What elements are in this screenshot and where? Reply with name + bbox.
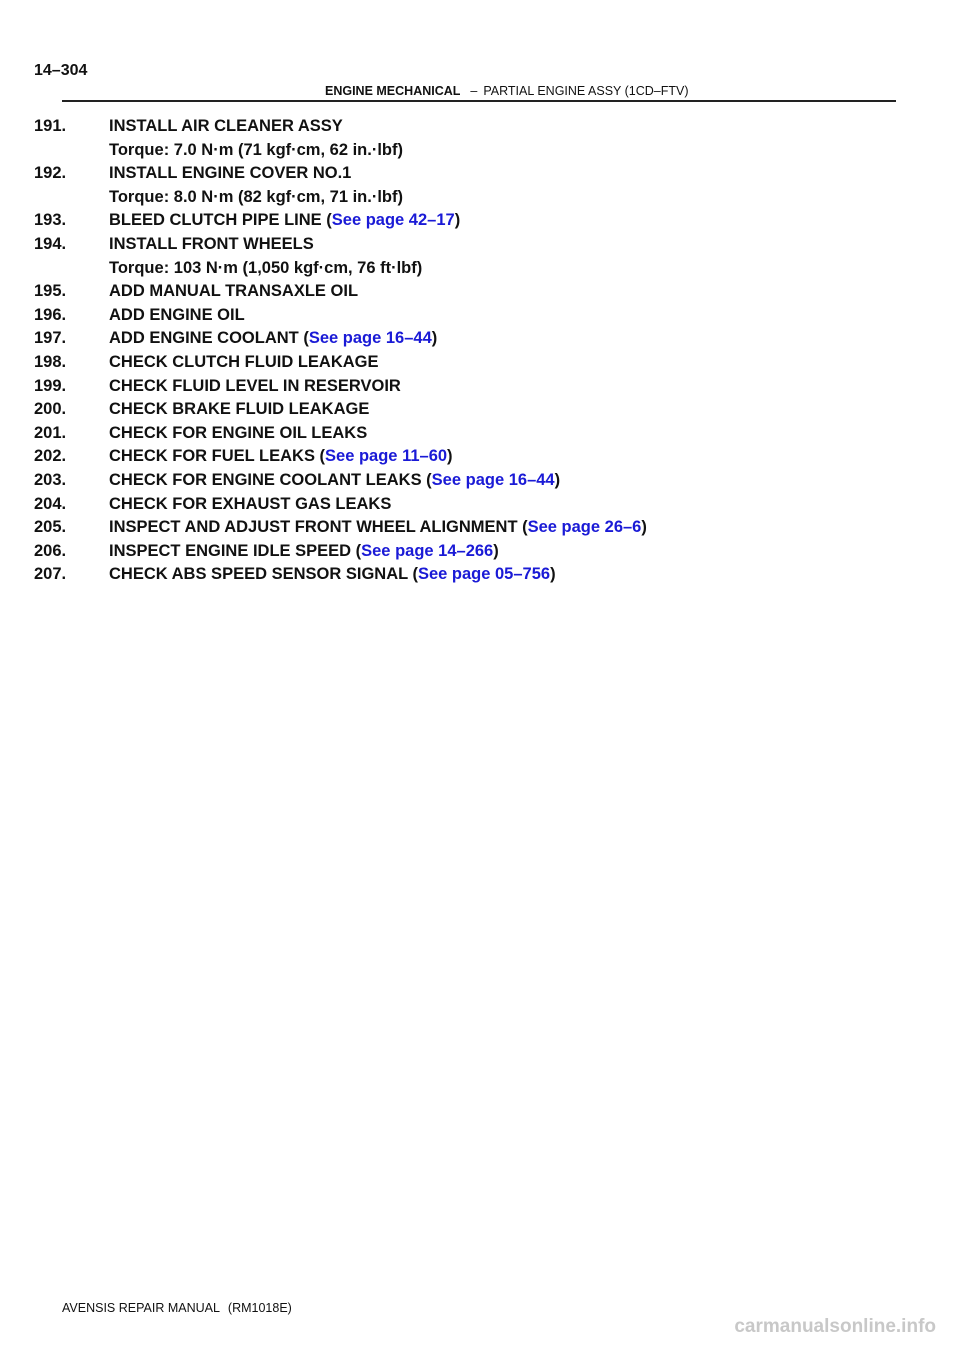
procedure-step (34, 233, 914, 257)
step-number: 192. (34, 164, 67, 183)
procedure-step (34, 327, 914, 351)
step-body (109, 327, 914, 351)
step-text-close: ) (550, 565, 556, 584)
procedure-step (34, 304, 914, 328)
step-text-close: ) (493, 541, 499, 560)
torque-spec: Torque: 7.0 N·m (71 kgf·cm, 62 in.·lbf) (109, 140, 403, 159)
procedure-step (34, 115, 914, 139)
torque-spec: Torque: 8.0 N·m (82 kgf·cm, 71 in.·lbf) (109, 187, 403, 206)
step-text: CHECK CLUTCH FLUID LEAKAGE (109, 352, 379, 371)
step-body (109, 209, 914, 233)
step-text: ADD MANUAL TRANSAXLE OIL (109, 282, 359, 301)
step-number: 203. (34, 470, 67, 489)
procedure-step (34, 398, 914, 422)
step-number: 199. (34, 376, 67, 395)
step-body (109, 304, 914, 328)
step-body (109, 422, 914, 446)
page-reference-link[interactable]: See page 14–266 (361, 541, 494, 560)
step-text: CHECK FLUID LEVEL IN RESERVOIR (109, 376, 401, 395)
step-body (109, 375, 914, 399)
step-number: 204. (34, 494, 67, 513)
step-body (109, 516, 914, 540)
footer-manual-code: (RM1018E) (227, 1301, 292, 1315)
torque-spec: Torque: 103 N·m (1,050 kgf·cm, 76 ft·lbf) (109, 258, 423, 277)
step-number: 205. (34, 518, 67, 537)
step-text: INSTALL FRONT WHEELS (109, 234, 314, 253)
section-title: ENGINE MECHANICAL (325, 84, 461, 98)
step-text: CHECK FOR EXHAUST GAS LEAKS (109, 494, 392, 513)
step-body (109, 493, 914, 517)
step-body (109, 445, 914, 469)
step-text-close: ) (447, 447, 453, 466)
step-text: INSTALL AIR CLEANER ASSY (109, 117, 343, 135)
procedure-step (34, 375, 914, 399)
step-text-close: ) (641, 518, 647, 537)
step-text-close: ) (554, 470, 561, 489)
step-text: INSPECT ENGINE IDLE SPEED ( (109, 541, 362, 560)
procedure-step (34, 516, 914, 540)
procedure-step (34, 563, 914, 587)
step-number: 201. (34, 423, 67, 442)
step-number: 193. (34, 211, 67, 230)
step-number: 206. (34, 541, 67, 560)
procedure-step (34, 422, 914, 446)
step-number: 191. (34, 117, 67, 135)
step-text: CHECK FOR ENGINE OIL LEAKS (109, 423, 368, 442)
step-text: CHECK BRAKE FLUID LEAKAGE (109, 400, 370, 419)
step-text: ADD ENGINE COOLANT ( (109, 329, 309, 348)
step-number: 198. (34, 352, 67, 371)
step-body (109, 280, 914, 304)
step-number: 194. (34, 234, 67, 253)
procedure-step (34, 351, 914, 375)
watermark: carmanualsonline.info (734, 1316, 936, 1337)
step-text: ADD ENGINE OIL (109, 305, 245, 324)
step-text: BLEED CLUTCH PIPE LINE ( (109, 211, 332, 230)
step-number: 200. (34, 400, 67, 419)
step-number: 197. (34, 329, 67, 348)
step-number: 207. (34, 565, 67, 584)
page-reference-link[interactable]: See page 16–44 (431, 470, 555, 489)
step-text: CHECK ABS SPEED SENSOR SIGNAL ( (109, 565, 418, 584)
header-dash: – (470, 84, 478, 98)
step-body (109, 233, 914, 257)
procedure-step (34, 280, 914, 304)
procedure-step (34, 162, 914, 186)
step-number: 202. (34, 447, 67, 466)
step-body (109, 540, 914, 564)
step-text: CHECK FOR FUEL LEAKS ( (109, 447, 326, 466)
procedure-step (34, 493, 914, 517)
step-text: INSTALL ENGINE COVER NO.1 (109, 164, 352, 183)
header-rule (62, 100, 896, 102)
page-number: 14–304 (34, 62, 88, 79)
procedure-step (34, 445, 914, 469)
footer-manual-name: AVENSIS REPAIR MANUAL (62, 1301, 220, 1315)
step-number: 195. (34, 282, 67, 301)
step-text: CHECK FOR ENGINE COOLANT LEAKS ( (109, 470, 432, 489)
procedure-step (34, 469, 914, 493)
step-body (109, 398, 914, 422)
procedure-step (34, 209, 914, 233)
page-reference-link[interactable]: See page 05–756 (417, 565, 551, 584)
procedure-steps (34, 115, 914, 587)
subsection-title: PARTIAL ENGINE ASSY (1CD–FTV) (483, 84, 689, 98)
step-text-close: ) (431, 329, 438, 348)
step-body (109, 351, 914, 375)
step-body (109, 469, 914, 493)
step-number: 196. (34, 305, 67, 324)
page-reference-link[interactable]: See page 11–60 (325, 447, 448, 466)
step-text-close: ) (454, 211, 461, 230)
footer (62, 1301, 292, 1315)
step-text: INSPECT AND ADJUST FRONT WHEEL ALIGNMENT ( (109, 518, 528, 537)
section-header (325, 84, 689, 98)
page-reference-link[interactable]: See page 16–44 (308, 329, 432, 348)
page-reference-link[interactable]: See page 26–6 (527, 518, 642, 537)
page-reference-link[interactable]: See page 42–17 (331, 211, 455, 230)
step-body (109, 115, 914, 139)
step-body (109, 563, 914, 587)
procedure-step (34, 540, 914, 564)
step-body (109, 162, 914, 186)
